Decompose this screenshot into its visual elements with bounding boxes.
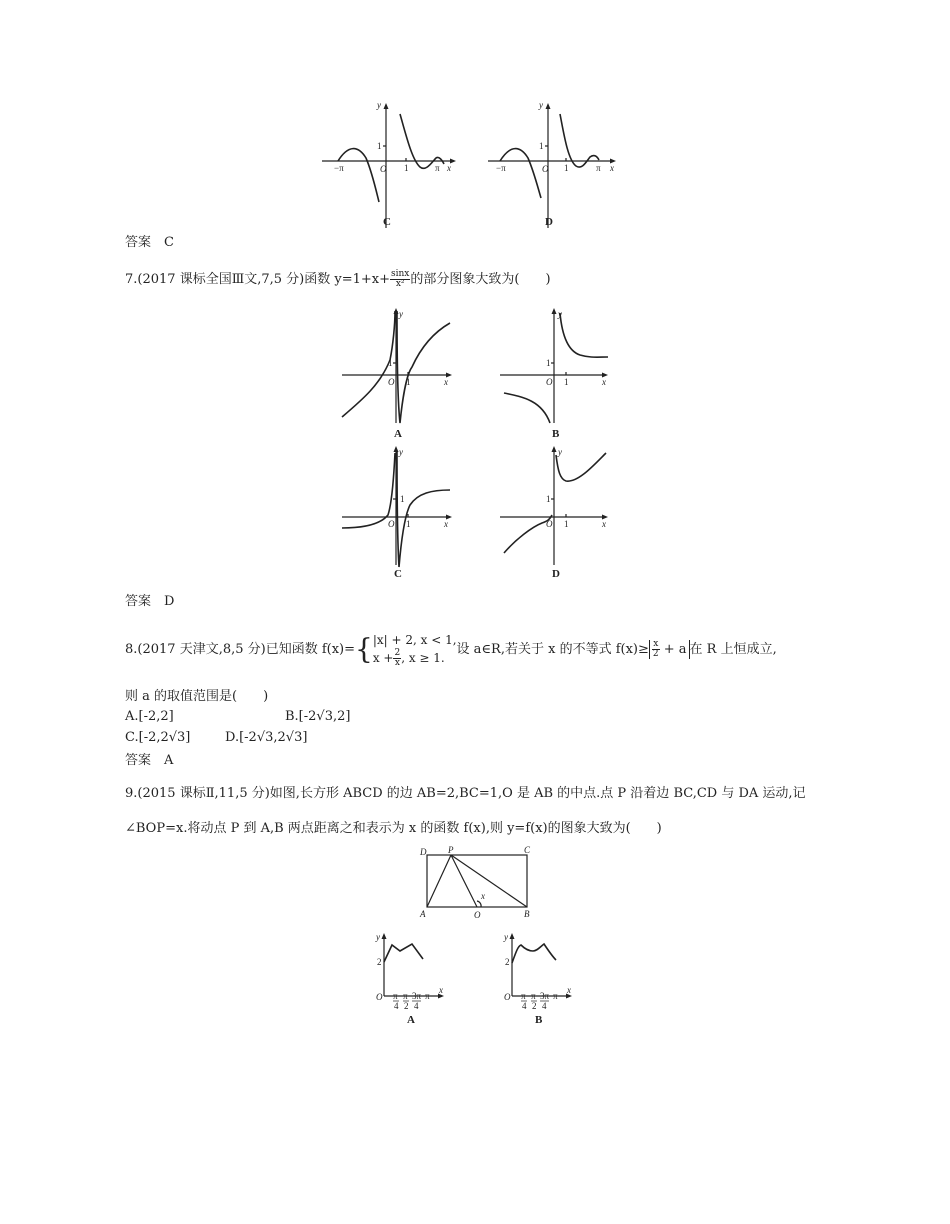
point-o: O (474, 910, 481, 920)
x-axis-label: x (602, 519, 606, 529)
q8-option-b: B.[-2√3,2] (285, 709, 351, 724)
x-axis-label: x (444, 377, 448, 387)
q7-graph-d (498, 443, 618, 581)
graph-caption: A (407, 1014, 415, 1026)
origin-label: O (546, 519, 553, 529)
y-axis-label: y (558, 309, 562, 319)
q8-stem (125, 630, 777, 670)
q8-line2: 则 a 的取值范围是( ) (125, 689, 269, 704)
y-axis-label: y (558, 447, 562, 457)
x-tick-3pi-4-num: 3π (540, 991, 550, 1001)
x-axis-label: x (439, 985, 443, 995)
y-axis-label: y (539, 100, 543, 110)
x-tick-3pi-4-den: 4 (414, 1001, 419, 1011)
q8-stem-mid: 设 a∈R,若关于 x 的不等式 f(x)≥ (456, 642, 649, 657)
x-axis-label: x (444, 519, 448, 529)
x-tick-pi-2-den: 2 (404, 1001, 409, 1011)
case-2 (373, 649, 457, 668)
x-tick-pi-4-den: 4 (394, 1001, 399, 1011)
y-tick-2: 2 (505, 957, 510, 967)
x-tick-neg-pi: −π (334, 163, 344, 173)
vertex-d: D (420, 847, 427, 857)
q8-option-d: D.[-2√3,2√3] (225, 730, 308, 745)
x-tick-pi-4-num: π (521, 991, 526, 1001)
q6-graph-c (320, 100, 460, 230)
x-tick-1: 1 (406, 519, 411, 529)
q6-graph-d (486, 100, 626, 230)
x-tick-pi-4-num: π (393, 991, 398, 1001)
q9-stem-line2: ∠BOP=x.将动点 P 到 A,B 两点距离之和表示为 x 的函数 f(x),则 y=f(x)的图象大致为( ) (125, 821, 662, 836)
fraction-denominator: x (394, 658, 400, 668)
fraction-denominator: x² (395, 279, 405, 289)
x-tick-pi-2-den: 2 (532, 1001, 537, 1011)
q7-fraction (390, 270, 410, 289)
origin-label: O (376, 992, 383, 1002)
y-tick-1: 1 (546, 358, 551, 368)
case-1: |x| + 2, x < 1, (372, 633, 457, 647)
vertex-a: A (420, 909, 426, 919)
q7-answer: 答案 D (125, 594, 175, 609)
x-axis-label: x (602, 377, 606, 387)
x-tick-1: 1 (564, 377, 569, 387)
y-axis-label: y (376, 932, 380, 942)
x-tick-1: 1 (564, 163, 569, 173)
case-2-pre: x + (372, 651, 394, 665)
graph-caption: C (383, 216, 391, 228)
y-tick-1: 1 (539, 141, 544, 151)
q7-graph-b (498, 305, 618, 440)
q8-option-c: C.[-2,2√3] (125, 730, 191, 745)
x-tick-1: 1 (404, 163, 409, 173)
q9-rectangle-figure (415, 845, 540, 920)
y-axis-label: y (399, 447, 403, 457)
x-tick-pi: π (435, 163, 440, 173)
fraction-numerator: 2 (394, 648, 401, 658)
x-tick-neg-pi: −π (496, 163, 506, 173)
x-tick-3pi-4-den: 4 (542, 1001, 547, 1011)
origin-label: O (380, 164, 387, 174)
graph-caption: A (394, 428, 402, 440)
origin-label: O (388, 377, 395, 387)
x-tick-pi: π (425, 991, 430, 1001)
x-tick-pi: π (596, 163, 601, 173)
fraction-numerator: sinx (391, 269, 410, 279)
x-tick-pi-4-den: 4 (522, 1001, 527, 1011)
origin-label: O (504, 992, 511, 1002)
abs-fraction (652, 640, 660, 659)
y-tick-1: 1 (377, 141, 382, 151)
y-axis-label: y (504, 932, 508, 942)
q9-stem-line1: 9.(2015 课标Ⅱ,11,5 分)如图,长方形 ABCD 的边 AB=2,BC=1,O 是 AB 的中点.点 P 沿着边 BC,CD 与 DA 运动,记 (125, 786, 806, 801)
y-tick-2: 2 (377, 957, 382, 967)
origin-label: O (388, 519, 395, 529)
q7-stem (125, 270, 551, 289)
y-axis-label: y (399, 309, 403, 319)
q8-answer: 答案 A (125, 753, 174, 768)
piecewise-cases (373, 631, 457, 668)
x-axis-label: x (447, 163, 451, 173)
vertex-b: B (524, 909, 530, 919)
origin-label: O (542, 164, 549, 174)
x-tick-pi-2-num: π (403, 991, 408, 1001)
vertex-c: C (524, 845, 531, 855)
y-axis-label: y (377, 100, 381, 110)
q7-graph-a (340, 305, 460, 440)
x-axis-label: x (567, 985, 571, 995)
fraction-denominator: 2 (652, 649, 659, 659)
q9-graph-b (500, 930, 580, 1025)
piecewise-brace: { (355, 632, 373, 666)
abs-post: + a (663, 642, 687, 657)
graph-caption: B (535, 1014, 543, 1026)
y-tick-1: 1 (546, 494, 551, 504)
abs-expression (649, 640, 690, 659)
x-axis-label: x (610, 163, 614, 173)
q7-stem-post: 的部分图象大致为( ) (410, 272, 551, 287)
y-tick-1: 1 (400, 494, 405, 504)
x-tick-3pi-4-num: 3π (412, 991, 422, 1001)
q6-answer: 答案 C (125, 235, 174, 250)
x-tick-pi: π (553, 991, 558, 1001)
graph-caption: C (394, 568, 402, 580)
q7-stem-pre: 7.(2017 课标全国Ⅲ文,7,5 分)函数 y=1+x+ (125, 272, 390, 287)
point-p: P (448, 845, 454, 855)
q7-graph-c (340, 443, 460, 581)
q8-option-a: A.[-2,2] (125, 709, 174, 724)
fraction-numerator: x (653, 639, 659, 649)
x-tick-1: 1 (406, 377, 411, 387)
x-tick-pi-2-num: π (531, 991, 536, 1001)
q9-graph-a (372, 930, 452, 1025)
y-tick-1: 1 (388, 358, 393, 368)
q8-stem-post: 在 R 上恒成立, (689, 642, 777, 657)
graph-caption: B (552, 428, 560, 440)
angle-x: x (481, 891, 485, 901)
graph-caption: D (545, 216, 553, 228)
case-2-post: , x ≥ 1. (401, 651, 445, 665)
graph-caption: D (552, 568, 560, 580)
x-tick-1: 1 (564, 519, 569, 529)
origin-label: O (546, 377, 553, 387)
q8-stem-pre: 8.(2017 天津文,8,5 分)已知函数 f(x)= (125, 642, 356, 657)
